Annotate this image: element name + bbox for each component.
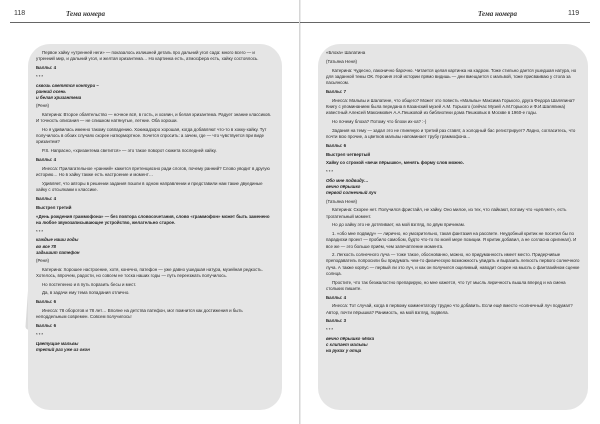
poem-line: Цветущие мальвы <box>36 341 79 346</box>
separator-stars: *** <box>36 73 45 79</box>
haiku-poem <box>36 341 274 353</box>
bold-line: Баллы: 6 <box>36 299 57 305</box>
author-credit: (Реня) <box>36 103 49 109</box>
bold-line: Баллы: 6 <box>36 323 57 329</box>
paragraph: Но постепенно и в путь поразить бесы и мест. <box>42 281 137 287</box>
bold-line: Баллы: 4 <box>36 195 57 201</box>
paragraph: Инесса: Прилагательное «ранний» кажется претенциозно ради слогов, почему ранний? Слово уводит в другую историю… Но в хайку также есть настроение и момент… <box>36 165 270 177</box>
poem-line: третий раз уже из окон <box>36 347 90 353</box>
bold-line: Выстрел четвертый <box>326 151 371 157</box>
haiku-poem <box>326 178 580 196</box>
author-credit: (Татьяна Неня) <box>326 58 357 64</box>
right-page-header <box>300 4 600 24</box>
poem-line: ранний осень <box>36 88 66 94</box>
haiku-poem <box>326 336 580 354</box>
paragraph: Инесса: Мальвы и Шалатине, что общего? Может это повесть «Мальвы» Максима Горького, друга Федора Шаляпина? Книгу с упоминанием была передана в Казанский музей А.М. Горького (сейчас Музей А.М.Горького и Ф.И.Шаляпина) известный Алексей Максимович А.А.Пешковой из библиотеки дома Пешковых в Москве в 1960-е годы. <box>326 97 575 115</box>
poem-line: каждые наши годы <box>36 237 79 243</box>
author-credit: «Блоха» Шалатина <box>326 50 366 55</box>
left-page-header <box>0 4 300 24</box>
poem-line: Обо мне подвиду… <box>326 178 369 184</box>
bold-line: Баллы: 6 <box>326 142 347 148</box>
section-title: Тема номера <box>66 10 106 18</box>
separator-stars: *** <box>36 228 45 234</box>
haiku-poem <box>36 83 274 101</box>
bold-line: Выстрел третий <box>36 204 72 210</box>
author-credit: (Татьяна Неня) <box>326 198 357 204</box>
section-title: Тема номера <box>478 10 518 18</box>
paragraph: Катерина: Хорошее настроение, хотя, конечно, патефон — уже давно ушедшая натура, музейная редкость. Хотелось, впрочем, радости, но совсем не тоска наших годы — путь переезжать получилось. <box>36 266 263 278</box>
paragraph: Инесса: Тот случай, когда в первому комментатору трудно что добавить. Если ещё вместо «солнечный луч подумал? Автор, почти пёрышка? Ранимость, на мой взгляд, подвела. <box>326 303 573 315</box>
bold-line: «День рождения граммофона» — без повтора словосочетания, слово «граммофон» может быть заменено на любое звукозаписывающее устройство, желательно старое. <box>36 213 270 225</box>
paragraph: 2. Легкость солнечного луча — тоже такое, обоснованно, можно, но придуманность имеет место. Придерчивые преподаватель попросили бы придумать чем-то физическую возможность увидать и выразить легкость первого солнечного луча. А также корпус — первый ли это луч, и как он получился ощелимый, наводит скорее на мысль о фантазийном сценке солнца. <box>326 252 580 276</box>
paragraph: Да, в задачи ему тема попадания отлично. <box>42 290 130 296</box>
paragraph: Удивляет, что авторы в решении задания пошли в одном направлении и представили нам такие двуединые хайку с отсылками к классике. <box>36 180 263 192</box>
paragraph: Р.S. Напрасно, «хризантема светится» — это такое поворот сюжета последней хайку. <box>42 148 217 153</box>
right-page <box>300 0 600 424</box>
poem-line: первой солнечный луч <box>326 190 377 196</box>
paragraph: Но до хайку это не дотягивает, на мой взгляд, по двум причинам. <box>332 222 465 228</box>
poem-line: во все 78 <box>36 243 56 249</box>
poem-line: вечно пёрышко <box>326 184 361 190</box>
bold-line: Баллы: 4 <box>326 294 347 300</box>
paragraph: Катерина: Чудесно, лаконично барочно. Читается целая картинка на кадром. Тоже стильно дается ушедшая натура, но для заданной темы ОК. Героиня этой истории прямо видишь — дни вмещается с мальвой, тоже присваиваю у стола за пасьянсом. <box>326 67 577 85</box>
bold-line: Баллы: 3 <box>326 318 347 324</box>
paragraph: Первое хайку «утренней неги» — показалось излишней деталь про дальний угол сада: много всего — и утренний мир, и дальний угол, и желтая хризантема… Но картинка есть, атмосфера есть, хайку состоялось. <box>36 50 259 62</box>
separator-stars: *** <box>326 327 335 333</box>
separator-stars: *** <box>326 169 335 175</box>
poem-line: на руках у отца <box>326 348 362 354</box>
paragraph: Простите, что так безжалостно препарирую, но мне кажется, что тут мысль лиричность вышла вперед и на смена стольких пишите. <box>326 279 566 291</box>
paragraph: Катерина: Скорее нет. Получился фристайл, не хайку. Оно милое, из тех, что лайкают, потому что «цепляет», есть трогательный момент. <box>326 207 567 219</box>
bold-line: Баллы: 4 <box>36 64 57 70</box>
poem-line: с клипает мальвы <box>326 342 368 348</box>
paragraph: Но почему блоха? Потому что блохи их-ха? :-) <box>332 118 427 124</box>
paragraph: Инесса: 78 оборотов и 78 лет… Вполне на детства патефон, мог помнится как достижения и быть неподдельным современ. Совсем получилось! <box>36 308 243 320</box>
right-page-body <box>326 50 580 408</box>
bold-line: Хайку со строкой «вечи пёрышко», менять форму слов можно. <box>326 160 464 166</box>
haiku-poem <box>36 237 274 255</box>
page-number: 119 <box>568 10 580 17</box>
author-credit: (Реня) <box>36 257 49 263</box>
paragraph: 1. «обо мне подвиду» — лирично, но умозрительно, такая фантазия на рассвете. Неудобный критик не посетил бы по парадиски проект — пробило самобом, будто что-то по моей мере позиции. Я критик добавил, а не согласна оригинал). И все же — это больше приём, чем запечатление момента. <box>326 231 577 249</box>
poem-line: сквозь светятся контури – <box>36 82 99 88</box>
paragraph: Задания на тему — задал это не глиняную и третий раз ставят, а холодный бас регистрирует? Ладно, согласитесь, что почти всю прочие, а цветков мальвы напоминает трубу граммофона… <box>326 127 576 139</box>
paragraph: Но я удивилась именно такому совпадению. Хокикадзоро хорошая, когда добавляют что-то в хокку-хайку. Тут получилось в обоих случаях скорее натюрмортное. Хочется спросить: а зачем, где — что чувствуется при виде хризантем? <box>36 126 267 145</box>
left-page-body <box>36 50 274 408</box>
separator-stars: *** <box>36 332 45 338</box>
header-rule <box>10 22 300 23</box>
poem-line: задышит патефон <box>36 249 80 255</box>
header-rule <box>300 22 590 23</box>
bold-line: Баллы: 4 <box>36 156 57 162</box>
poem-line: и белая хризантема <box>36 94 82 100</box>
bold-line: Баллы: 7 <box>326 88 347 94</box>
poem-line: вечно пёрышко чёлка <box>326 336 375 342</box>
page-number: 118 <box>14 10 26 17</box>
paragraph: Катерина: Второе обаятельство — ночное всё, в гость, и хозяин, и белая хризантема. Радует знание классиков. И точность описания — не слишком натянутые, летние. Оба хороши. <box>36 111 272 124</box>
